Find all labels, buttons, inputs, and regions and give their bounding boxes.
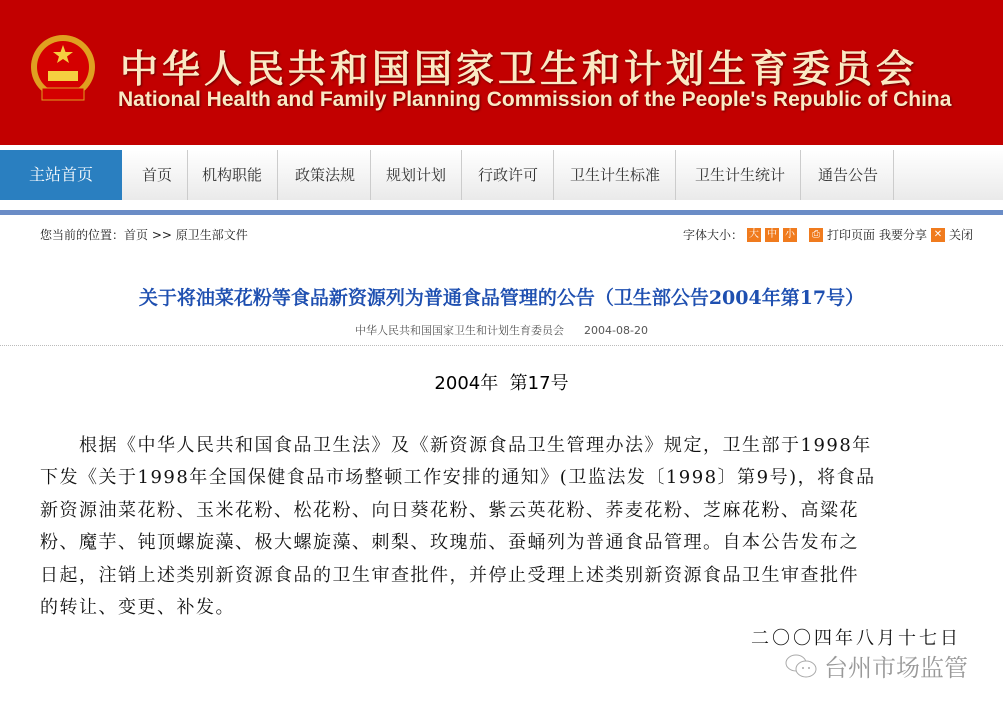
breadcrumb-label: 您当前的位置：: [40, 228, 125, 242]
print-button[interactable]: 打印页面: [826, 228, 875, 242]
close-icon: ✕: [931, 228, 945, 242]
font-medium-button[interactable]: 中: [766, 228, 777, 240]
share-button[interactable]: 我要分享: [878, 228, 927, 242]
nav-item-standards[interactable]: 卫生计生标准: [555, 150, 676, 200]
nav-item-home[interactable]: 首页: [127, 150, 188, 200]
site-title-cn: 中华人民共和国国家卫生和计划生育委员会: [120, 47, 919, 91]
body-line: 粉、魔芋、钝顶螺旋藻、极大螺旋藻、刺梨、玫瑰茄、蚕蛹列为普通食品管理。自本公告发布之: [40, 532, 859, 554]
sign-date: 二〇〇四年八月十七日: [751, 628, 961, 649]
breadcrumb: [40, 226, 248, 243]
font-small-button[interactable]: 小: [784, 228, 795, 240]
nav-item-notices[interactable]: 通告公告: [803, 150, 894, 200]
national-emblem-icon: [28, 33, 98, 107]
site-title-en: National Health and Family Planning Commission of the People's Republic of China: [118, 88, 952, 111]
body-line: 新资源油菜花粉、玉米花粉、松花粉、向日葵花粉、紫云英花粉、荞麦花粉、芝麻花粉、高粱花: [40, 499, 859, 521]
article-source: 中华人民共和国国家卫生和计划生育委员会: [355, 324, 565, 337]
site-header: [0, 0, 1003, 145]
nav-item-permits[interactable]: 行政许可: [463, 150, 554, 200]
watermark: [784, 648, 968, 683]
nav-item-functions[interactable]: 机构职能: [187, 150, 278, 200]
body-line: 日起，注销上述类别新资源食品的卫生审查批件，并停止受理上述类别新资源食品卫生审查批件: [40, 564, 859, 586]
article-date: 2004-08-20: [584, 324, 648, 337]
divider-bar: [0, 210, 1003, 215]
page-tools: [683, 226, 973, 243]
dotted-divider: [0, 345, 1003, 346]
body-line: 根据《中华人民共和国食品卫生法》及《新资源食品卫生管理办法》规定，卫生部于1998年: [40, 435, 872, 456]
body-line: 下发《关于1998年全国保健食品市场整顿工作安排的通知》(卫监法发〔1998〕第9号)，将食品: [40, 467, 876, 489]
main-nav: [0, 150, 1003, 200]
nav-item-planning[interactable]: 规划计划: [371, 150, 462, 200]
article-body: [40, 430, 970, 624]
breadcrumb-current[interactable]: 原卫生部文件: [175, 228, 248, 242]
close-button[interactable]: 关闭: [948, 228, 973, 242]
breadcrumb-home[interactable]: 首页: [124, 228, 149, 242]
wechat-icon: [784, 652, 818, 680]
breadcrumb-separator: >>: [151, 228, 172, 242]
font-size-label: 字体大小：: [682, 228, 743, 242]
body-line: 的转让、变更、补发。: [40, 597, 235, 619]
document-number: 2004年 第17号: [434, 373, 569, 394]
font-large-button[interactable]: 大: [748, 228, 759, 240]
watermark-text: 台州市场监管: [824, 654, 968, 682]
nav-item-policy[interactable]: 政策法规: [280, 150, 371, 200]
nav-item-statistics[interactable]: 卫生计生统计: [680, 150, 801, 200]
article-meta: [0, 322, 1003, 338]
nav-home-main[interactable]: 主站首页: [0, 150, 122, 200]
print-icon: ⎙: [809, 228, 823, 242]
article-title: 关于将油菜花粉等食品新资源列为普通食品管理的公告（卫生部公告2004年第17号）: [138, 287, 865, 309]
